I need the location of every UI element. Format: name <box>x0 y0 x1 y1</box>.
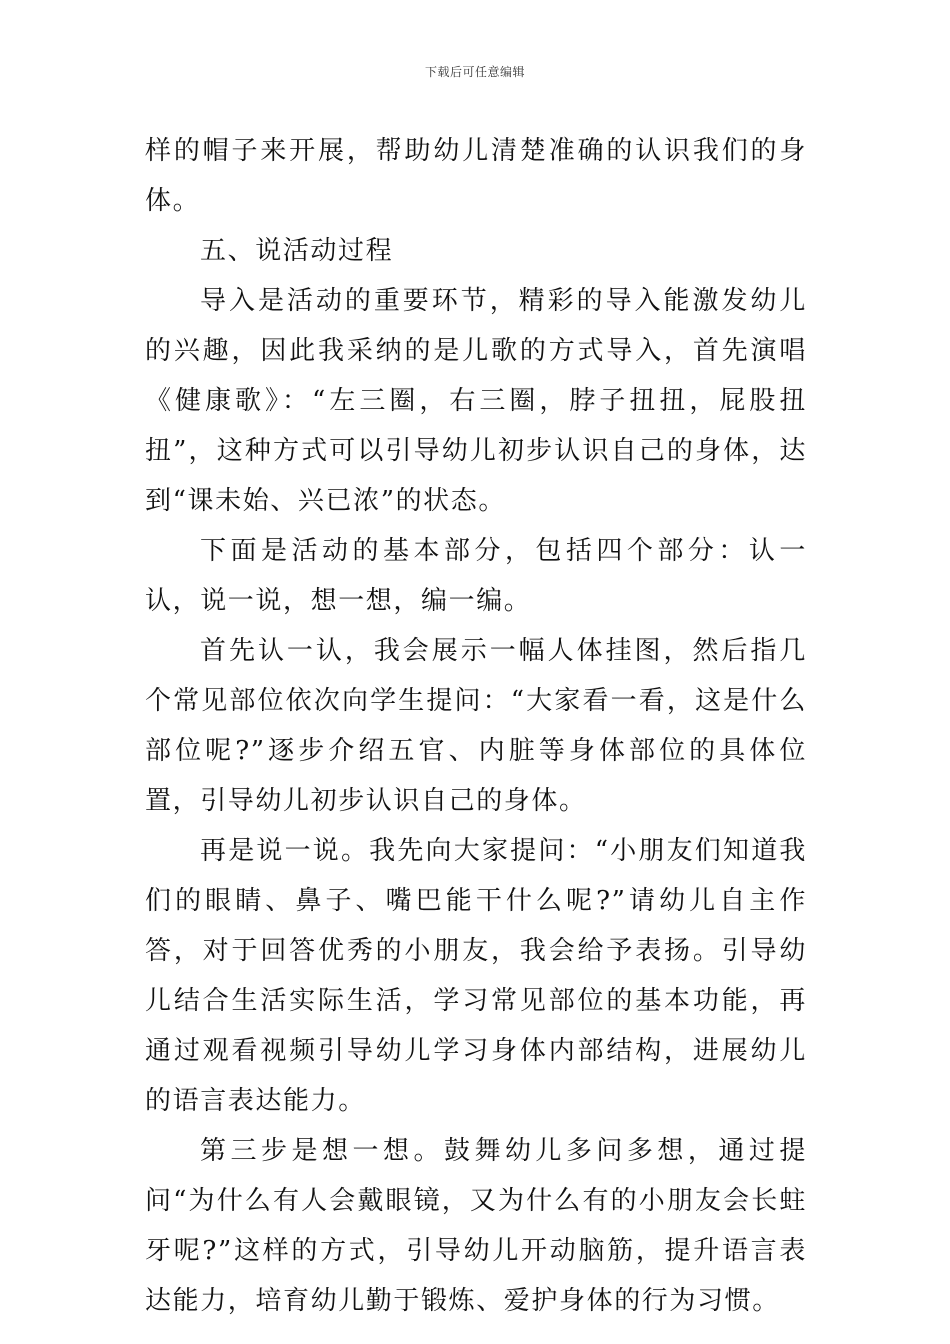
paragraph-speak: 再是说一说。我先向大家提问：“小朋友们知道我们的眼睛、鼻子、嘴巴能干什么呢?”请幼儿自主作答，对于回答优秀的小朋友，我会给予表扬。引导幼儿结合生活实际生活，学习常见部位的基本功能，再通过观看视频引导幼儿学习身体内部结构，进展幼儿的语言表达能力。 <box>145 836 807 1116</box>
paragraph-recognize: 首先认一认，我会展示一幅人体挂图，然后指几个常见部位依次向学生提问：“大家看一看，这是什么部位呢?”逐步介绍五官、内脏等身体部位的具体位置，引导幼儿初步认识自己的身体。 <box>145 636 807 816</box>
paragraph-basic-parts: 下面是活动的基本部分，包括四个部分：认一认，说一说，想一想，编一编。 <box>145 536 807 616</box>
page-header: 下载后可任意编辑 <box>424 65 525 79</box>
section-heading: 五、说活动过程 <box>200 236 394 266</box>
paragraph-introduction: 导入是活动的重要环节，精彩的导入能激发幼儿的兴趣，因此我采纳的是儿歌的方式导入，首先演唱《健康歌》：“左三圈，右三圈，脖子扭扭，屁股扭扭”，这种方式可以引导幼儿初步认识自己的身体，达到“课未始、兴已浓”的状态。 <box>145 286 807 516</box>
document-body <box>145 126 807 1326</box>
paragraph-think: 第三步是想一想。鼓舞幼儿多问多想，通过提问“为什么有人会戴眼镜，又为什么有的小朋友会长蛀牙呢?”这样的方式，引导幼儿开动脑筋，提升语言表达能力，培育幼儿勤于锻炼、爱护身体的行为习惯。 <box>145 1136 807 1316</box>
paragraph-continued: 样的帽子来开展，帮助幼儿清楚准确的认识我们的身体。 <box>145 136 807 216</box>
